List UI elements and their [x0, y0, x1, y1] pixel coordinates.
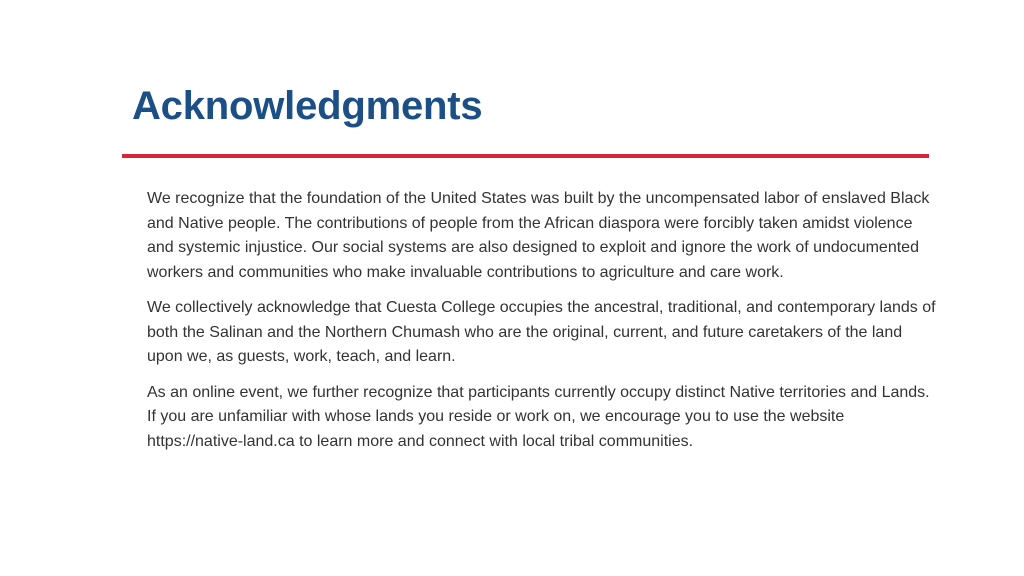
paragraph-land-acknowledgment: We collectively acknowledge that Cuesta College occupies the ancestral, traditional, and contemporary lands of both the Salinan and the Northern Chumash who are the original, current, and future caretakers of the land upon we, as guests, work, teach, and learn. [147, 299, 936, 365]
title-divider [122, 154, 929, 158]
slide-body [147, 187, 937, 465]
paragraph-online-event: As an online event, we further recognize that participants currently occupy distinct Native territories and Lands. If you are unfamiliar with whose lands you reside or work on, we encourage you to use the website https://native-land.ca to learn more and connect with local tribal communities. [147, 383, 930, 450]
paragraph-labor: We recognize that the foundation of the United States was built by the uncompensated labor of enslaved Black and Native people. The contributions of people from the African diaspora were forcibly taken amidst violence and systemic injustice. Our social systems are also designed to exploit and ignore the work of undocumented workers and communities who make invaluable contributions to agriculture and care work. [147, 190, 930, 281]
slide-title: Acknowledgments [132, 84, 483, 128]
